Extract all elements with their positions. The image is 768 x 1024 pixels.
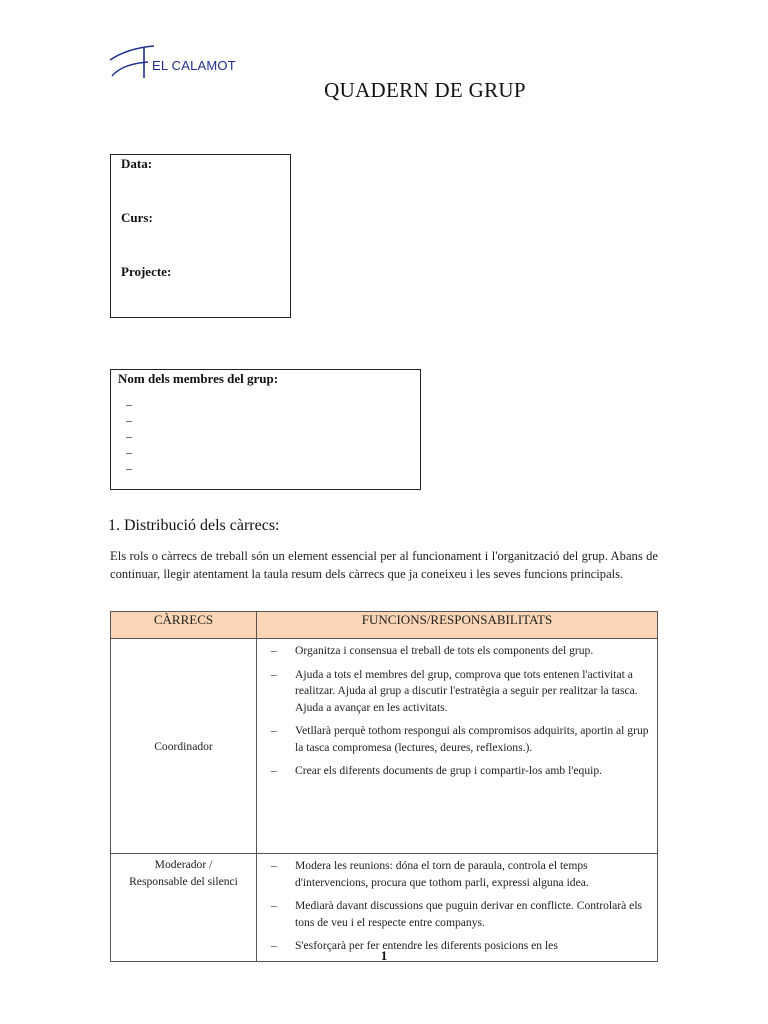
bullet-dash: – bbox=[271, 899, 277, 912]
function-item: – Vetllarà perquè tothom respongui als compromisos adquirits, aportin al grup la tasca compromesa (lectures, deures, reflexions.). bbox=[271, 724, 649, 754]
course-label: Curs: bbox=[121, 210, 153, 225]
document-title: QUADERN DE GRUP bbox=[324, 78, 526, 102]
header-functions: FUNCIONS/RESPONSABILITATS bbox=[257, 612, 658, 639]
section-title: 1. Distribució dels càrrecs: bbox=[108, 517, 280, 534]
members-title: Nom dels membres del grup: bbox=[118, 371, 279, 386]
table-row bbox=[111, 854, 658, 962]
bullet-dash: – bbox=[271, 724, 277, 737]
date-label: Data: bbox=[121, 156, 153, 171]
bullet-dash: – bbox=[271, 939, 277, 952]
bullet-dash: – bbox=[271, 667, 277, 681]
bullet-dash: – bbox=[271, 764, 277, 777]
member-item: – bbox=[126, 429, 132, 443]
functions-cell bbox=[257, 854, 658, 962]
function-item: – Crear els diferents documents de grup i compartir-los amb l'equip. bbox=[257, 763, 653, 780]
function-item: – Organitza i consensua el treball de tots els components del grup. bbox=[257, 643, 653, 660]
logo-text: EL CALAMOT bbox=[152, 58, 236, 73]
section-intro: Els rols o càrrecs de treball són un element essencial per al funcionament i l'organització del grup. Abans de continuar, llegir atentament la taula resum dels càrrecs que ja coneixeu i les seves funcions principals. bbox=[110, 549, 658, 581]
function-item: – S'esforçarà per fer entendre les diferents posicions en les bbox=[257, 938, 653, 955]
function-item: – Mediarà davant discussions que puguin derivar en conflicte. Controlarà els tons de veu i el respecte entre companys. bbox=[271, 899, 643, 929]
role-coordinator: Coordinador bbox=[111, 639, 257, 854]
member-item: – bbox=[126, 461, 132, 475]
functions-list bbox=[257, 639, 657, 786]
function-item: – Modera les reunions: dóna el torn de paraula, controla el temps d'intervencions, procura que tothom parli, expressi alguna idea. bbox=[271, 859, 589, 889]
functions-list bbox=[257, 854, 657, 961]
project-label: Projecte: bbox=[121, 264, 172, 279]
role-moderator bbox=[111, 854, 257, 962]
function-item: – Ajuda a tots el membres del grup, comprova que tots entenen l'activitat a realitzar. Ajuda al grup a discutir l'estratègia a seguir per realitzar la tasca. Ajuda a avançar en les activitats. bbox=[271, 667, 638, 714]
page-number: 1 bbox=[380, 948, 388, 963]
functions-cell bbox=[257, 639, 658, 854]
members-box bbox=[110, 369, 421, 490]
member-item: – bbox=[126, 445, 132, 459]
bullet-dash: – bbox=[271, 859, 277, 872]
member-item: – bbox=[126, 413, 132, 427]
roles-table bbox=[110, 611, 658, 962]
table-header-row bbox=[111, 612, 658, 639]
role-moderator-line1: Moderador / bbox=[154, 858, 213, 871]
info-box bbox=[110, 154, 291, 318]
role-moderator-line2: Responsable del silenci bbox=[129, 875, 238, 888]
table-row bbox=[111, 639, 658, 854]
member-item: – bbox=[126, 397, 132, 411]
members-list bbox=[126, 396, 132, 476]
bullet-dash: – bbox=[271, 644, 277, 657]
header-roles: CÀRRECS bbox=[111, 612, 257, 639]
